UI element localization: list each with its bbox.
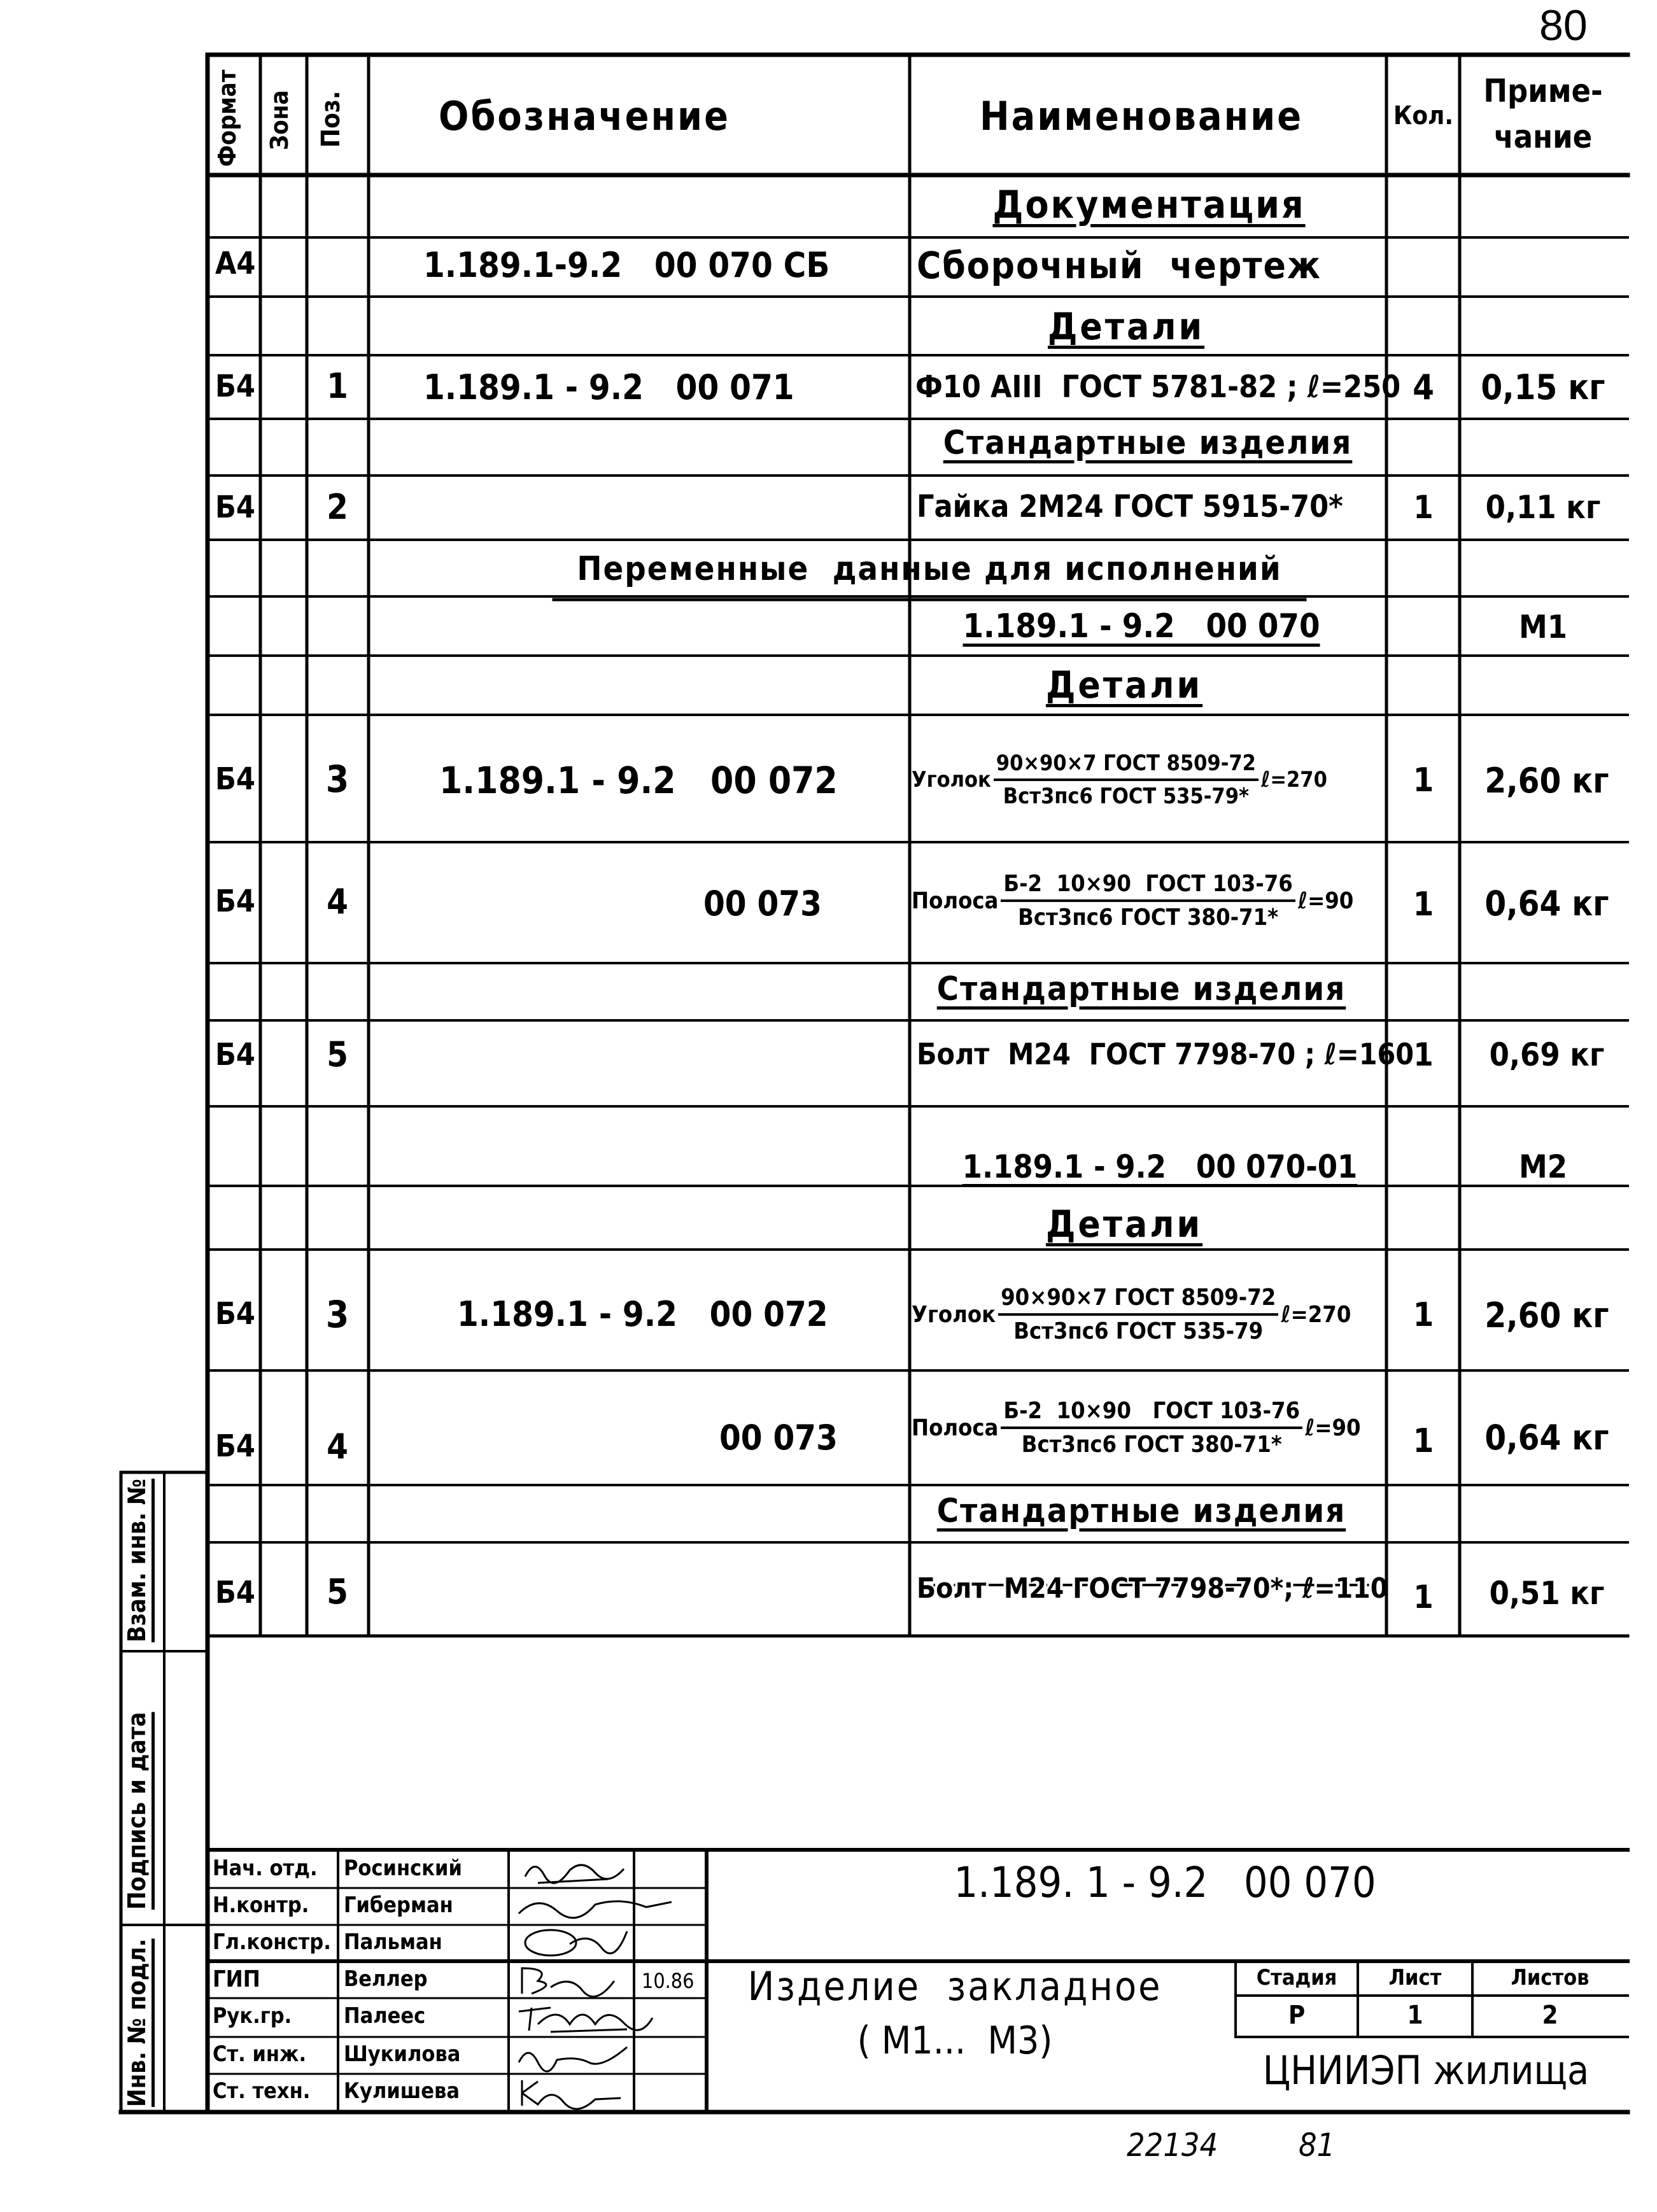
- stamp-role-5: Рук.гр.: [213, 2003, 292, 2029]
- bottom-inventory: 22134: [1127, 2127, 1218, 2164]
- row4a-designation: 00 073: [703, 884, 822, 924]
- row2-pos: 2: [327, 487, 348, 527]
- stamp-organization: ЦНИИЭП жилища: [1262, 2047, 1590, 2094]
- signature-palees: [512, 1999, 659, 2036]
- stamp-name-3: Пальман: [344, 1929, 442, 1955]
- stamp-doc-number: 1.189. 1 - 9.2 00 070: [954, 1858, 1376, 1907]
- variant-1-designation: 1.189.1 - 9.2 00 070: [962, 607, 1320, 645]
- row4a-num: Б-2 10×90 ГОСТ 103-76: [1001, 871, 1295, 902]
- stamp-stage: Р: [1288, 2001, 1306, 2030]
- row1-format: Б4: [215, 369, 255, 404]
- row3b-pos: 3: [325, 1293, 349, 1336]
- row4b-name: [912, 1386, 1361, 1469]
- header-note-2: чание: [1493, 118, 1593, 155]
- row3b-note: 2,60 кг: [1484, 1295, 1609, 1335]
- row3a-name: [912, 738, 1327, 821]
- stamp-role-1: Нач. отд.: [213, 1856, 318, 1881]
- row3a-format: Б4: [215, 761, 255, 797]
- stamp-sheet: 1: [1407, 2001, 1423, 2030]
- row5b-pos: 5: [327, 1572, 348, 1612]
- stamp-title-1: Изделие закладное: [747, 1963, 1162, 2010]
- row5b-qty: 1: [1413, 1579, 1434, 1616]
- row3a-pos: 3: [325, 757, 349, 801]
- margin-vzam: Взам. инв. №: [123, 1478, 151, 1642]
- doc-format: А4: [215, 246, 256, 281]
- row4a-qty: 1: [1413, 885, 1434, 924]
- row5a-note: 0,69 кг: [1489, 1036, 1605, 1073]
- doc-name: Сборочный чертеж: [917, 244, 1322, 287]
- row5a-pos: 5: [327, 1034, 348, 1074]
- stamp-name-4: Веллер: [344, 1966, 428, 1992]
- doc-designation: 1.189.1-9.2 00 070 СБ: [423, 245, 830, 285]
- variant-2-note: М2: [1518, 1148, 1568, 1185]
- header-zone: Зона: [265, 90, 293, 150]
- row4a-len: ℓ=90: [1297, 887, 1354, 914]
- stamp-title-2: ( М1... М3): [857, 2018, 1053, 2063]
- stamp-stage-label: Стадия: [1256, 1965, 1337, 1990]
- stamp-name-6: Шукилова: [344, 2041, 461, 2067]
- section-documentation: Документация: [992, 183, 1306, 227]
- row5b-name: Болт М24 ГОСТ 7798-70*; ℓ=110: [917, 1572, 1388, 1605]
- row4a-fraction: [1001, 871, 1295, 931]
- signature-shukilova: [512, 2037, 633, 2074]
- row4b-den: Вст3пс6 ГОСТ 380-71*: [1021, 1432, 1282, 1458]
- margin-podpis: Подпись и дата: [123, 1712, 151, 1910]
- row5a-format: Б4: [215, 1037, 255, 1073]
- row1-pos: 1: [327, 366, 348, 406]
- stamp-name-2: Гиберман: [344, 1892, 453, 1918]
- row3b-num: 90×90×7 ГОСТ 8509-72: [998, 1285, 1278, 1316]
- stamp-role-3: Гл.констр.: [213, 1929, 331, 1955]
- row3b-den: Вст3пс6 ГОСТ 535-79: [1013, 1318, 1264, 1344]
- signature-kulisheva: [512, 2074, 633, 2111]
- stamp-name-7: Кулишева: [344, 2078, 460, 2104]
- row4a-pos: 4: [327, 882, 348, 922]
- header-format: Формат: [213, 69, 241, 167]
- row4a-note: 0,64 кг: [1484, 884, 1609, 924]
- row3b-format: Б4: [215, 1296, 255, 1332]
- row4a-den: Вст3пс6 ГОСТ 380-71*: [1018, 905, 1279, 931]
- stamp-sheets-label: Листов: [1511, 1965, 1590, 1990]
- signature-giberman: [512, 1888, 678, 1925]
- row2-note: 0,11 кг: [1485, 489, 1601, 526]
- row3b-fraction: [998, 1285, 1278, 1344]
- stamp-role-6: Ст. инж.: [213, 2041, 307, 2067]
- stamp-role-7: Ст. техн.: [213, 2078, 311, 2104]
- stamp-sheets: 2: [1542, 2001, 1558, 2030]
- header-qty: Кол.: [1393, 101, 1454, 130]
- stamp-name-1: Росинский: [344, 1856, 462, 1881]
- variant-1-note: М1: [1518, 609, 1568, 645]
- row4b-fraction: [1001, 1398, 1302, 1458]
- section-details-3: Детали: [1045, 1202, 1203, 1246]
- signature-palman: [512, 1925, 633, 1962]
- stamp-name-5: Палеес: [344, 2003, 426, 2029]
- row4b-note: 0,64 кг: [1484, 1418, 1609, 1458]
- row4b-designation: 00 073: [719, 1418, 838, 1458]
- row4b-num: Б-2 10×90 ГОСТ 103-76: [1001, 1398, 1302, 1429]
- row3a-num: 90×90×7 ГОСТ 8509-72: [994, 750, 1259, 781]
- row3a-designation: 1.189.1 - 9.2 00 072: [439, 759, 838, 802]
- row3a-qty: 1: [1413, 761, 1434, 800]
- header-name: Наименование: [979, 93, 1304, 139]
- row3b-name: [912, 1273, 1351, 1356]
- row3b-qty: 1: [1413, 1296, 1434, 1334]
- row2-qty: 1: [1413, 489, 1434, 526]
- row4a-name: [912, 859, 1353, 942]
- row4b-pos: 4: [327, 1427, 348, 1467]
- row3a-label: Уголок: [912, 767, 991, 793]
- row5b-note: 0,51 кг: [1489, 1575, 1605, 1612]
- stamp-role-4: ГИП: [213, 1966, 260, 1992]
- row5a-name: Болт М24 ГОСТ 7798-70 ; ℓ=160: [917, 1037, 1414, 1071]
- row3a-len: ℓ=270: [1260, 767, 1327, 793]
- signature-veller: [512, 1962, 633, 1999]
- bottom-page: 81: [1299, 2127, 1336, 2164]
- row5a-qty: 1: [1413, 1036, 1434, 1073]
- row3b-len: ℓ=270: [1281, 1301, 1351, 1328]
- variant-2-designation: 1.189.1 - 9.2 00 070-01: [962, 1148, 1358, 1185]
- header-note-1: Приме-: [1483, 73, 1603, 109]
- row5b-format: Б4: [215, 1575, 255, 1610]
- row3a-fraction: [994, 750, 1259, 809]
- margin-inv: Инв. № подл.: [123, 1938, 151, 2107]
- row4b-format: Б4: [215, 1428, 255, 1464]
- row4a-format: Б4: [215, 884, 255, 919]
- row2-format: Б4: [215, 490, 255, 525]
- row1-name: Ф10 АIII ГОСТ 5781-82 ; ℓ=250: [915, 369, 1401, 405]
- row3a-den: Вст3пс6 ГОСТ 535-79*: [1003, 784, 1249, 809]
- section-standard-3: Стандартные изделия: [936, 1492, 1346, 1530]
- row3b-label: Уголок: [912, 1301, 996, 1328]
- page-number: 80: [1539, 1, 1588, 50]
- row4a-label: Полоса: [912, 887, 999, 914]
- row4b-len: ℓ=90: [1305, 1414, 1361, 1441]
- row4b-qty: 1: [1413, 1422, 1434, 1460]
- header-designation: Обозначение: [439, 93, 730, 139]
- row2-name: Гайка 2М24 ГОСТ 5915-70*: [917, 489, 1343, 525]
- section-details-2: Детали: [1045, 663, 1203, 707]
- row1-note: 0,15 кг: [1481, 367, 1605, 407]
- section-standard-1: Стандартные изделия: [943, 424, 1353, 462]
- stamp-sheet-label: Лист: [1388, 1965, 1442, 1990]
- stamp-role-2: Н.контр.: [213, 1892, 309, 1918]
- row1-designation: 1.189.1 - 9.2 00 071: [423, 367, 794, 407]
- header-pos: Поз.: [316, 90, 346, 148]
- row3a-note: 2,60 кг: [1484, 761, 1609, 801]
- row3b-designation: 1.189.1 - 9.2 00 072: [457, 1294, 828, 1334]
- row4b-label: Полоса: [912, 1414, 999, 1441]
- variable-data-title: Переменные данные для исполнений: [577, 550, 1282, 588]
- stamp-date: 10.86: [642, 1969, 695, 1993]
- section-standard-2: Стандартные изделия: [936, 970, 1346, 1008]
- row1-qty: 4: [1413, 367, 1434, 407]
- section-details-1: Детали: [1047, 305, 1205, 348]
- signature-rosinsky: [512, 1851, 633, 1888]
